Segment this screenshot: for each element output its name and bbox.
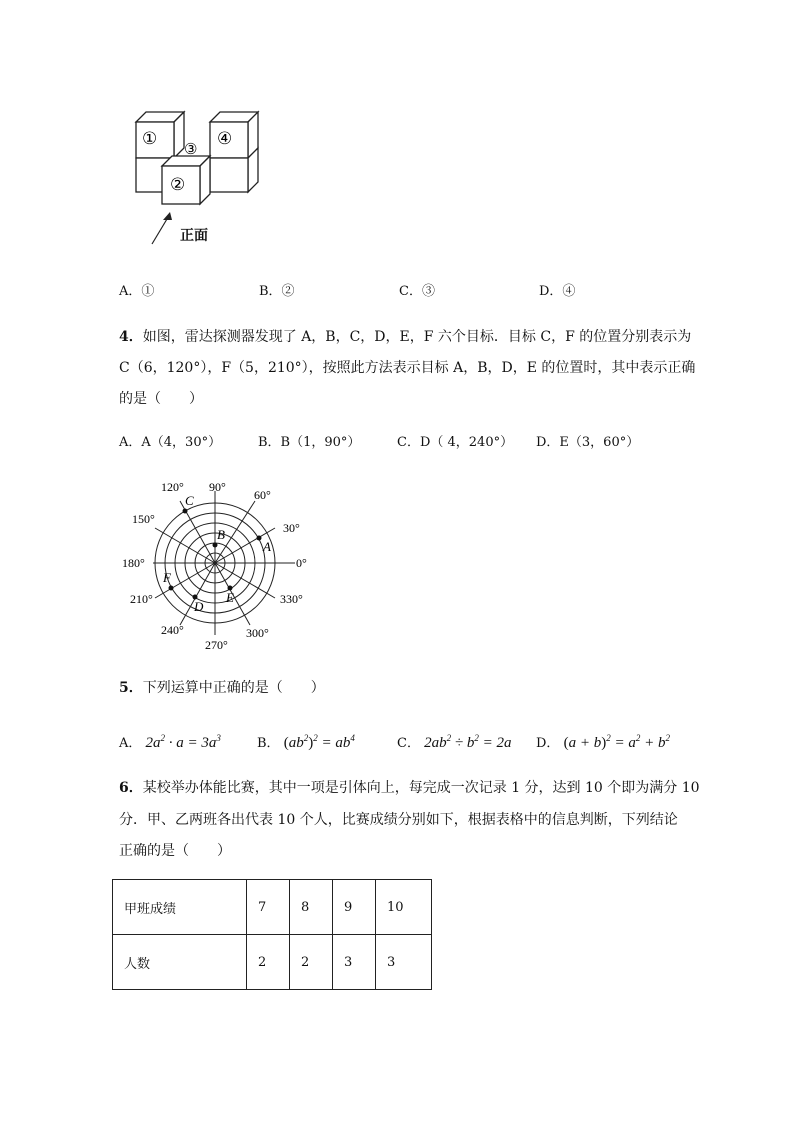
label-c: C bbox=[185, 493, 194, 508]
table-cell: 甲班成绩 bbox=[113, 880, 247, 935]
angle-270: 270° bbox=[205, 638, 228, 652]
angle-330: 330° bbox=[280, 592, 303, 606]
q3-option-c: C．③ bbox=[399, 284, 435, 299]
angle-180: 180° bbox=[122, 556, 145, 570]
label-e: E bbox=[226, 590, 234, 605]
angle-150: 150° bbox=[132, 512, 155, 526]
cube-label-3: ③ bbox=[184, 142, 198, 158]
front-label: 正面 bbox=[180, 228, 208, 244]
q5-option-a bbox=[119, 728, 221, 754]
q4-option-d: D．E（3，60°） bbox=[536, 435, 640, 450]
point-a bbox=[257, 536, 262, 541]
label-b: B bbox=[217, 527, 225, 542]
table-cell: 3 bbox=[333, 935, 376, 990]
radar-figure bbox=[115, 475, 325, 655]
angle-240: 240° bbox=[161, 623, 184, 637]
q3-option-b: B．② bbox=[259, 284, 295, 299]
q4-text-1: 如图，雷达探测器发现了 A，B，C，D，E，F 六个目标．目标 C，F 的位置分别表示为 bbox=[142, 329, 692, 345]
q5-formula-b: $(ab^2)^2 = ab^4$ bbox=[283, 733, 355, 751]
q4-line2: C（6，120°），F（5，210°），按照此方法表示目标 A，B，D，E 的位置时，其中表示正确 bbox=[119, 360, 696, 376]
arrow-head bbox=[163, 212, 172, 220]
q3-option-a: A．① bbox=[119, 284, 155, 299]
q5-text: 下列运算中正确的是（ ） bbox=[142, 680, 325, 696]
q6-line1 bbox=[119, 778, 700, 798]
cube-label-2: ② bbox=[170, 175, 186, 194]
q6-text-1: 某校举办体能比赛，其中一项是引体向上，每完成一次记录 1 分，达到 10 个即为满分 10 bbox=[142, 780, 700, 796]
q5-option-b bbox=[257, 728, 355, 754]
q5-letter-c: C． bbox=[397, 736, 420, 751]
cube-label-1: ① bbox=[142, 129, 158, 148]
table-row bbox=[113, 880, 432, 935]
table-cell: 2 bbox=[247, 935, 290, 990]
angle-60: 60° bbox=[254, 488, 271, 502]
q4-option-a: A．A（4，30°） bbox=[119, 435, 222, 450]
q5-option-d bbox=[536, 728, 670, 754]
angle-120: 120° bbox=[161, 480, 184, 494]
table-row bbox=[113, 935, 432, 990]
table-cell: 9 bbox=[333, 880, 376, 935]
q5-formula-d: $(a + b)^2 = a^2 + b^2$ bbox=[563, 733, 670, 751]
q5-formula-c: $2ab^2 \div b^2 = 2a$ bbox=[424, 733, 512, 751]
angle-30: 30° bbox=[283, 521, 300, 535]
score-table bbox=[112, 879, 432, 990]
q6-line3: 正确的是（ ） bbox=[119, 843, 231, 859]
table-cell: 2 bbox=[290, 935, 333, 990]
q6-line2: 分．甲、乙两班各出代表 10 个人，比赛成绩分别如下，根据表格中的信息判断，下列结论 bbox=[119, 812, 678, 828]
point-f bbox=[169, 586, 174, 591]
angle-0: 0° bbox=[296, 556, 307, 570]
q4-number: 4． bbox=[119, 329, 143, 345]
q4-line1 bbox=[119, 327, 691, 347]
table-cell: 人数 bbox=[113, 935, 247, 990]
q5-formula-a: $2a^2 \cdot a = 3a^3$ bbox=[145, 733, 221, 751]
angle-210: 210° bbox=[130, 592, 153, 606]
angle-300: 300° bbox=[246, 626, 269, 640]
cube-label-4: ④ bbox=[217, 129, 233, 148]
label-f: F bbox=[163, 570, 171, 585]
q5-letter-b: B． bbox=[257, 736, 280, 751]
point-b bbox=[213, 543, 218, 548]
table-cell: 8 bbox=[290, 880, 333, 935]
label-a: A bbox=[263, 539, 271, 554]
point-c bbox=[183, 509, 188, 514]
q5-option-c bbox=[397, 728, 511, 754]
angle-90: 90° bbox=[209, 480, 226, 494]
label-d: D bbox=[194, 599, 204, 614]
table-cell: 10 bbox=[376, 880, 432, 935]
q4-option-b: B．B（1，90°） bbox=[258, 435, 361, 450]
table-cell: 3 bbox=[376, 935, 432, 990]
q4-option-c: C．D（ 4，240°） bbox=[397, 435, 514, 450]
table-cell: 7 bbox=[247, 880, 290, 935]
q4-line3: 的是（ ） bbox=[119, 391, 203, 407]
q5-letter-d: D． bbox=[536, 736, 560, 751]
q3-option-d: D．④ bbox=[539, 284, 576, 299]
q6-number: 6． bbox=[119, 780, 143, 796]
q5-letter-a: A． bbox=[119, 736, 142, 751]
q5-stem bbox=[119, 678, 325, 698]
q5-number: 5． bbox=[119, 680, 143, 696]
